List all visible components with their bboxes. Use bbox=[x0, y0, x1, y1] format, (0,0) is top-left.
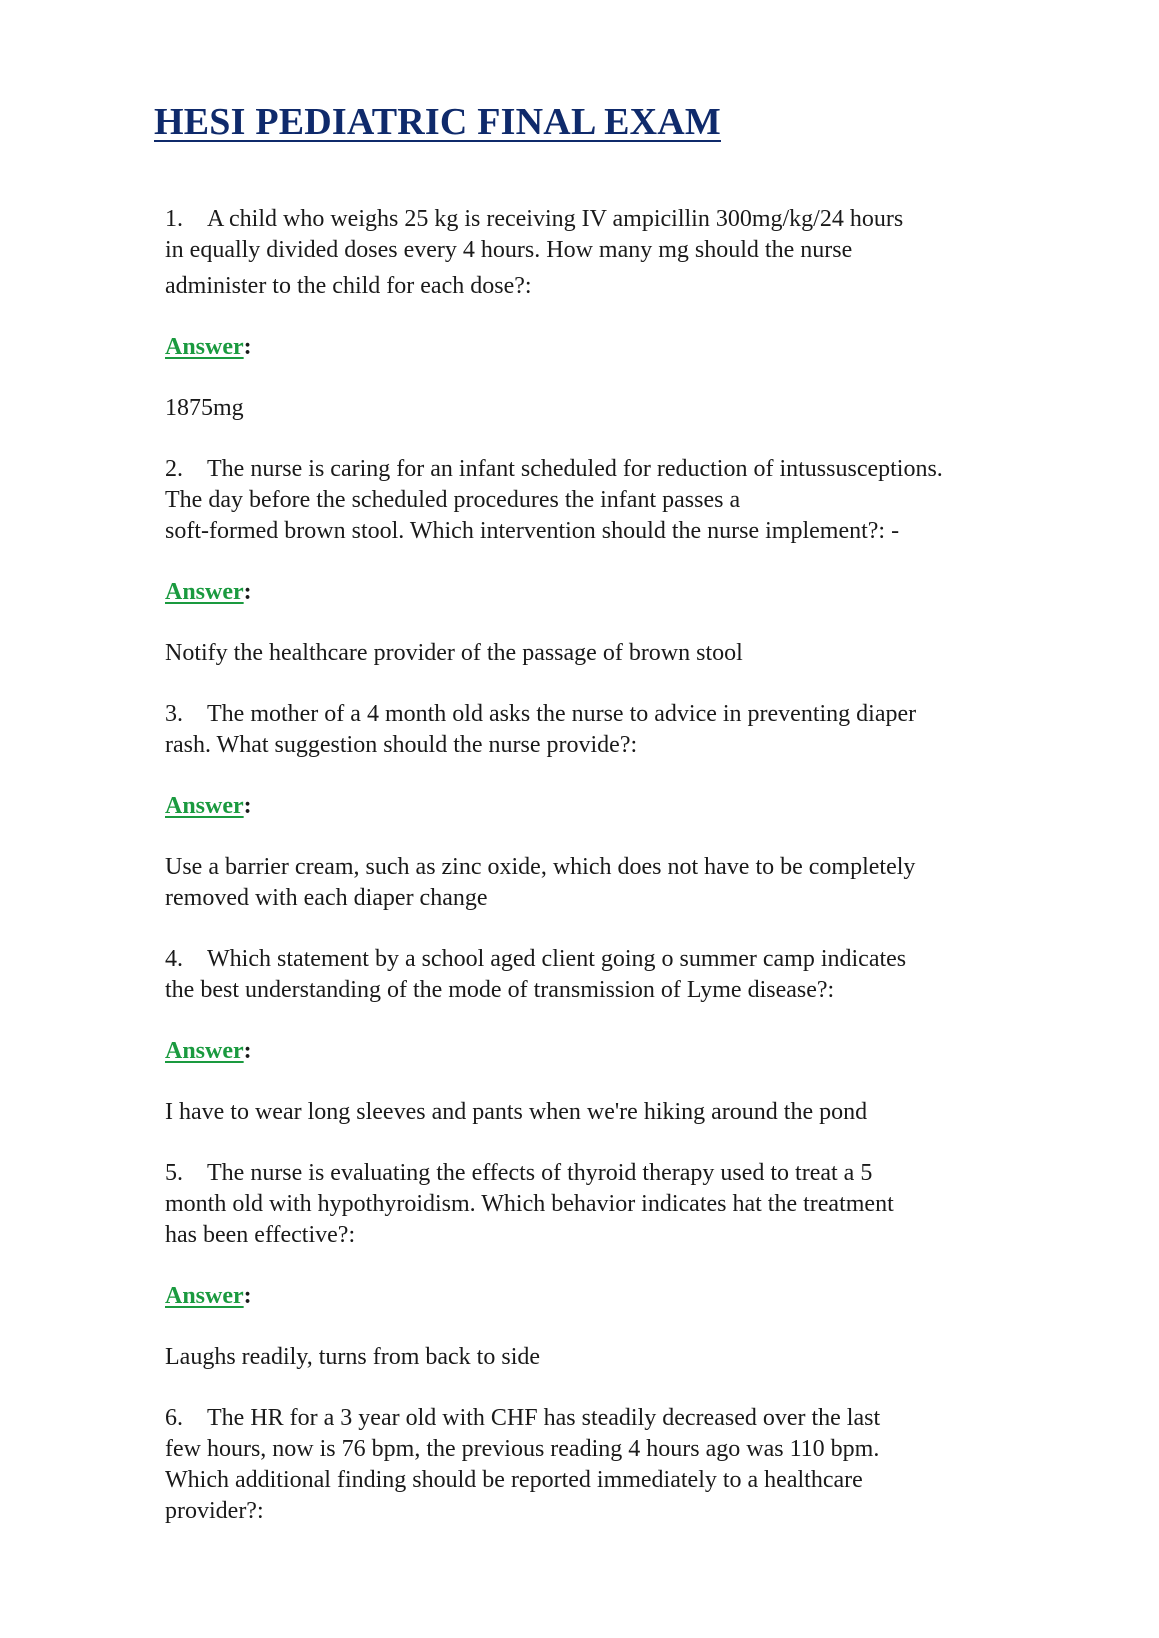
question-number: 4. bbox=[165, 946, 183, 972]
question-line bbox=[165, 699, 1065, 730]
question-4 bbox=[165, 944, 1065, 1006]
question-3 bbox=[165, 699, 1065, 761]
question-number: 5. bbox=[165, 1160, 183, 1186]
answer-word: Answer bbox=[165, 579, 244, 605]
question-line: soft-formed brown stool. Which intervention should the nurse implement?: - bbox=[165, 518, 900, 544]
answer-label bbox=[165, 577, 1065, 608]
answer-2 bbox=[165, 638, 1065, 669]
question-number: 1. bbox=[165, 206, 183, 232]
question-5 bbox=[165, 1158, 1065, 1251]
question-line: The day before the scheduled procedures the infant passes a bbox=[165, 487, 741, 513]
answer-label bbox=[165, 1281, 1065, 1312]
question-line: rash. What suggestion should the nurse provide?: bbox=[165, 732, 638, 758]
answer-label bbox=[165, 791, 1065, 822]
question-text: The mother of a 4 month old asks the nurse to advice in preventing diaper bbox=[207, 701, 917, 727]
question-line: Which additional finding should be reported immediately to a healthcare bbox=[165, 1467, 863, 1493]
question-line: in equally divided doses every 4 hours. How many mg should the nurse bbox=[165, 237, 853, 263]
question-text: The nurse is caring for an infant scheduled for reduction of intussusceptions. bbox=[207, 456, 943, 482]
answer-line: Laughs readily, turns from back to side bbox=[165, 1344, 541, 1370]
question-line: month old with hypothyroidism. Which behavior indicates hat the treatment bbox=[165, 1191, 894, 1217]
question-number: 2. bbox=[165, 456, 183, 482]
answer-colon: : bbox=[243, 793, 252, 819]
answer-line: Use a barrier cream, such as zinc oxide, which does not have to be completely bbox=[165, 854, 916, 880]
answer-colon: : bbox=[243, 579, 252, 605]
question-line bbox=[165, 1403, 1065, 1434]
answer-1 bbox=[165, 393, 1065, 424]
question-text: The HR for a 3 year old with CHF has steadily decreased over the last bbox=[207, 1405, 881, 1431]
answer-word: Answer bbox=[165, 1038, 244, 1064]
question-line bbox=[165, 204, 1065, 235]
question-list bbox=[165, 204, 1065, 1557]
answer-word: Answer bbox=[165, 334, 244, 360]
answer-line: Notify the healthcare provider of the passage of brown stool bbox=[165, 640, 743, 666]
question-line: the best understanding of the mode of transmission of Lyme disease?: bbox=[165, 977, 835, 1003]
question-line: administer to the child for each dose?: bbox=[165, 273, 532, 299]
question-line bbox=[165, 944, 1065, 975]
answer-word: Answer bbox=[165, 1283, 244, 1309]
question-line bbox=[165, 454, 1065, 485]
question-line: provider?: bbox=[165, 1498, 264, 1524]
question-6 bbox=[165, 1403, 1065, 1527]
question-text: The nurse is evaluating the effects of thyroid therapy used to treat a 5 bbox=[207, 1160, 873, 1186]
question-line: has been effective?: bbox=[165, 1222, 356, 1248]
answer-line: I have to wear long sleeves and pants when we're hiking around the pond bbox=[165, 1099, 868, 1125]
answer-word: Answer bbox=[165, 793, 244, 819]
question-text: A child who weighs 25 kg is receiving IV ampicillin 300mg/kg/24 hours bbox=[207, 206, 904, 232]
answer-line: removed with each diaper change bbox=[165, 885, 488, 911]
question-1 bbox=[165, 204, 1065, 302]
question-number: 6. bbox=[165, 1405, 183, 1431]
answer-colon: : bbox=[243, 1038, 252, 1064]
answer-label bbox=[165, 332, 1065, 363]
question-line: few hours, now is 76 bpm, the previous reading 4 hours ago was 110 bpm. bbox=[165, 1436, 880, 1462]
answer-colon: : bbox=[243, 334, 252, 360]
question-number: 3. bbox=[165, 701, 183, 727]
page-title: HESI PEDIATRIC FINAL EXAM bbox=[154, 101, 721, 143]
answer-5 bbox=[165, 1342, 1065, 1373]
answer-colon: : bbox=[243, 1283, 252, 1309]
answer-3 bbox=[165, 852, 1065, 914]
answer-4 bbox=[165, 1097, 1065, 1128]
question-line bbox=[165, 1158, 1065, 1189]
answer-label bbox=[165, 1036, 1065, 1067]
question-text: Which statement by a school aged client going o summer camp indicates bbox=[207, 946, 907, 972]
question-2 bbox=[165, 454, 1065, 547]
answer-line: 1875mg bbox=[165, 395, 244, 421]
